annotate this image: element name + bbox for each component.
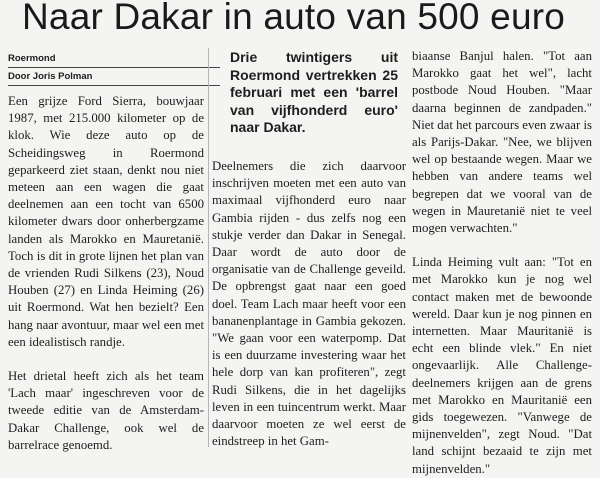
paragraph: Deelnemers die zich daarvoor inschrijven moeten met een auto van maximaal vijfhonderd euro naar Gambia rijden - dus zelfs nog een stukje verder dan Dakar in Senegal. Daar wordt de auto door de organisatie van de Challenge geveild. De opbrengst gaat naar een goed doel. Team Lach maar heeft voor een bananenplantage in Gambia gekozen. "We gaan voor een waterpomp. Dat is een duurzame investering waar het hele dorp van kan profiteren", zegt Rudi Silkens, die in het dagelijks leven in een tuincentrum werkt. Maar daarvoor moeten ze wel eerst de eindstreep in het Gam- bbox=[212, 159, 406, 449]
byline bbox=[8, 52, 220, 86]
paragraph: Linda Heiming vult aan: "Tot en met Marokko kun je nog wel contact maken met de bewoonde wereld. Daar kun je nog pinnen en internetten. Maar Mauritanië is echt een blinde vlek." En niet ongevaarlijk. Alle Challenge-deelnemers krijgen aan de grens met Marokko en Mauritanië een gids toegewezen. "Vanwege de mijnenvelden", zegt Noud. "Dat land schijnt bezaaid te zijn met mijnenvelden." bbox=[412, 255, 592, 476]
body-column-2 bbox=[212, 158, 406, 450]
headline: Naar Dakar in auto van 500 euro bbox=[22, 0, 566, 37]
paragraph: Het drietal heeft zich als het team 'Lach maar' ingeschreven voor de tweede editie van de Amsterdam-Dakar Challenge, ook wel de barrelrace genoemd. bbox=[8, 369, 204, 452]
author-credit: Door Joris Polman bbox=[8, 70, 220, 86]
body-column-3 bbox=[412, 48, 592, 478]
paragraph: biaanse Banjul halen. "Tot aan Marokko gaat het wel", lacht postbode Noud Houben. "Maar daarna beginnen de zandpaden." Niet dat het parcours even zwaar is als Parijs-Dakar. "Nee, we blijven wel op bestaande wegen. Maar we hebben van andere teams wel begrepen dat we vooral van de wegen in Mauretanië niet te veel mogen verwachten." bbox=[412, 49, 592, 236]
intro-lead: Drie twintigers uit Roermond vertrekken 25 februari met een 'barrel van vijfhonderd euro' naar Dakar. bbox=[230, 49, 398, 136]
body-column-1 bbox=[8, 93, 204, 454]
dateline-location: Roermond bbox=[8, 52, 220, 68]
column-divider bbox=[208, 48, 209, 447]
paragraph: Een grijze Ford Sierra, bouwjaar 1987, met 215.000 kilometer op de klok. Wie deze auto op de Scheidingsweg in Roermond geparkeerd ziet staan, denkt nou niet meteen aan een wagen die gaat deelnemen aan een tocht van 6500 kilometer dwars door onherbergzame landen als Marokko en Mauretanië. Toch is dit in grote lijnen het plan van de vrienden Rudi Silkens (23), Noud Houben (27) en Linda Heiming (26) uit Roermond. Wat hen bezielt? Een hang naar avontuur, maar wel een met een idealistisch randje. bbox=[8, 94, 204, 349]
